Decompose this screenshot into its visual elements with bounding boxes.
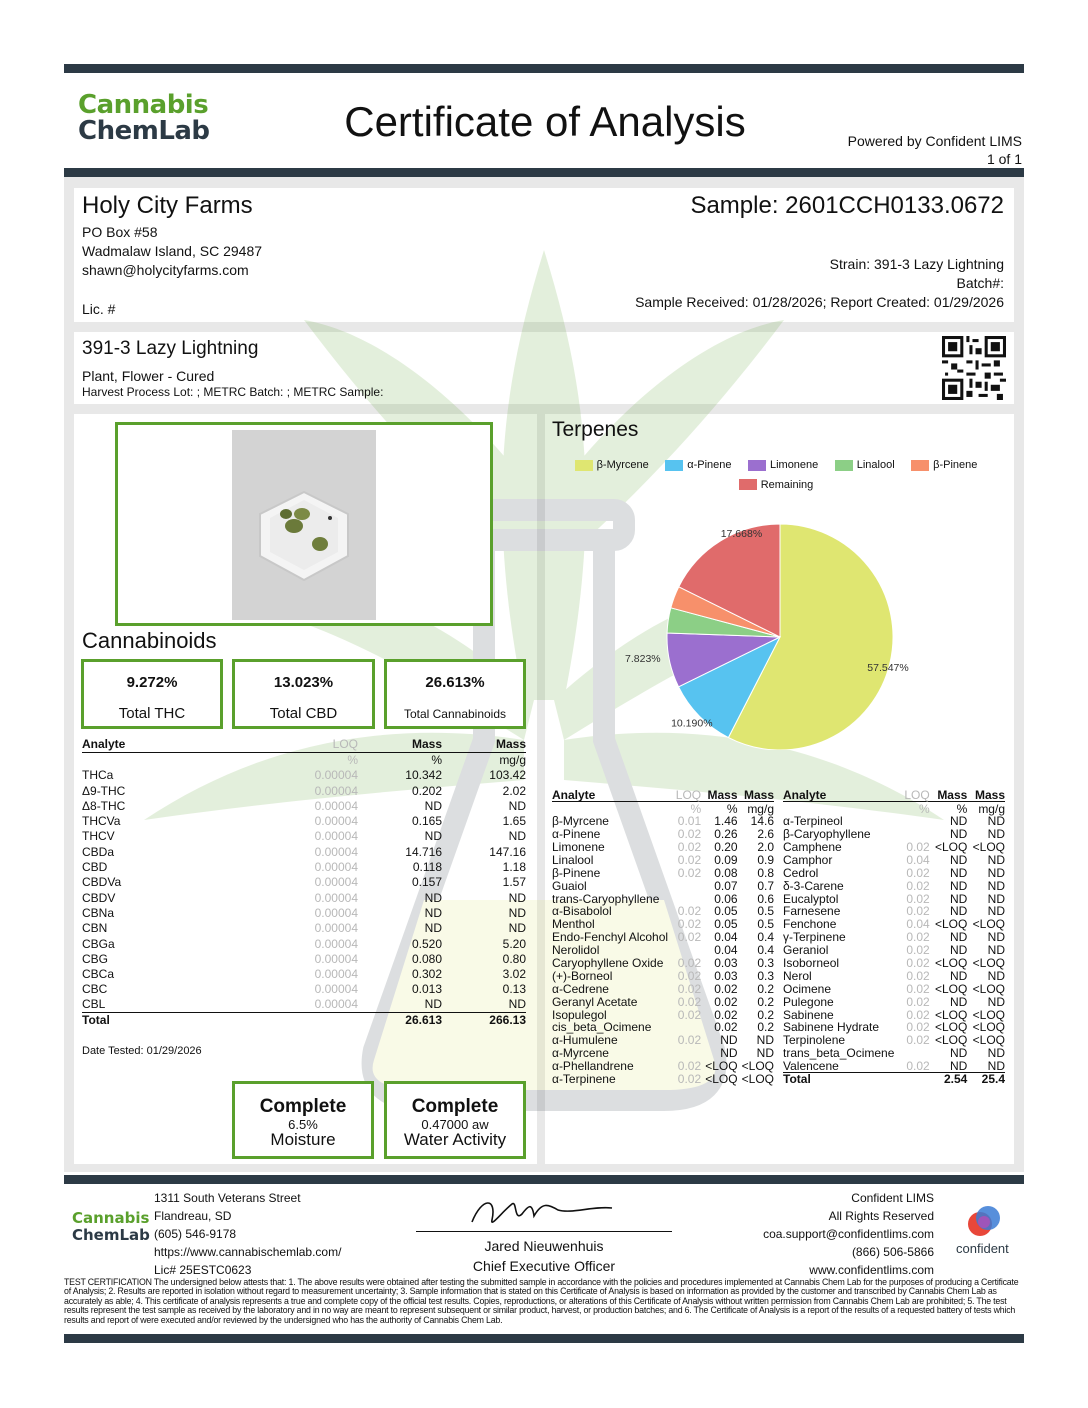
table-row: Camphor 0.04 ND ND bbox=[783, 852, 1005, 867]
product-type: Plant, Flower - Cured bbox=[82, 368, 215, 384]
table-row: CBC 0.00004 0.013 0.13 bbox=[82, 982, 526, 997]
legend-alpha-pinene: α-Pinene bbox=[665, 456, 731, 474]
legend-beta-pinene: β-Pinene bbox=[911, 456, 977, 474]
table-row: Cedrol 0.02 ND ND bbox=[783, 865, 1005, 880]
terpenes-pie-chart bbox=[620, 520, 940, 750]
lims-info: Confident LIMS All Rights Reserved coa.support@confidentlims.com (866) 506-5866 www.confidentlims.com bbox=[763, 1191, 934, 1277]
table-row: Camphene 0.02 <LOQ <LOQ bbox=[783, 840, 1005, 854]
client-email: shawn@holycityfarms.com bbox=[82, 262, 249, 278]
legend-myrcene: β-Myrcene bbox=[575, 456, 649, 474]
lims-website[interactable]: www.confidentlims.com bbox=[809, 1263, 934, 1277]
lab-address: 1311 South Veterans Street Flandreau, SD (605) 546-9178 https://www.cannabischemlab.com/ Lic# 25ESTC0623 bbox=[154, 1191, 342, 1277]
table-row: Sabinene Hydrate 0.02 <LOQ <LOQ bbox=[783, 1020, 1005, 1035]
moisture-card: Complete 6.5% Moisture bbox=[232, 1081, 374, 1159]
table-row: CBDVa 0.00004 0.157 1.57 bbox=[82, 875, 526, 890]
table-row: (+)-Borneol 0.02 0.03 0.3 bbox=[552, 968, 774, 983]
signer-name: Jared Nieuwenhuis bbox=[484, 1238, 604, 1254]
qr-code-icon[interactable] bbox=[942, 336, 1006, 400]
total-cannabinoids-card: 26.613% Total Cannabinoids bbox=[384, 659, 526, 729]
table-row: Farnesene 0.02 ND ND bbox=[783, 904, 1005, 919]
table-row: δ-3-Carene 0.02 ND ND bbox=[783, 878, 1005, 893]
table-row: β-Myrcene 0.01 1.46 14.6 bbox=[552, 814, 774, 829]
footer-logo: Cannabis ChemLab bbox=[72, 1209, 150, 1244]
table-row: β-Caryophyllene ND ND bbox=[783, 827, 1005, 842]
table-row: Eucalyptol 0.02 ND ND bbox=[783, 891, 1005, 906]
terpenes-table-right: Analyte LOQ Mass Mass % % mg/g α-Terpineol ND ND β-Caryophyllene ND ND Camphene 0.02 <LOQ <LOQ Camphor 0.04 ND ND Cedrol 0.02 ND ND δ-3-Carene 0.02 ND ND Eucalyptol 0.02 ND ND Farnesene 0.02 ND ND Fenchone 0.04 <LOQ <LOQ γ-Terpinene 0.02 ND ND Geraniol 0.02 ND ND Isoborneol 0.02 <LOQ <LOQ Nerol 0.02 ND ND Ocimene 0.02 <LOQ <LOQ Pulegone 0.02 ND ND Sabinene 0.02 <LOQ <LOQ Sabinene Hydrate 0.02 <LOQ <LOQ Terpinolene 0.02 <LOQ <LOQ trans_beta_Ocimene ND ND Valencene 0.02 ND ND Total 2.54 25.4 bbox=[783, 788, 1005, 1087]
top-bar bbox=[64, 64, 1024, 73]
table-row: Terpinolene 0.02 <LOQ <LOQ bbox=[783, 1033, 1005, 1048]
cannabinoids-table: Analyte LOQ Mass Mass % % mg/g THCa 0.00004 10.342 103.42 Δ9-THC 0.00004 0.202 2.02 Δ8-THC 0.00004 ND ND THCVa 0.00004 0.165 1.65 THCV 0.00004 ND ND CBDa 0.00004 14.716 147.16 CBD 0.00004 0.118 1.18 CBDVa 0.00004 0.157 1.57 CBDV 0.00004 ND ND CBNa 0.00004 ND ND CBN 0.00004 ND ND CBGa 0.00004 0.520 5.20 CBG 0.00004 0.080 0.80 CBCa 0.00004 0.302 3.02 CBC 0.00004 0.013 0.13 CBL 0.00004 ND ND Total 26.613 266.13 bbox=[82, 737, 526, 1028]
total-cbd-card: 13.023% Total CBD bbox=[232, 659, 375, 729]
signer-block bbox=[416, 1236, 672, 1276]
table-row: Valencene 0.02 ND ND bbox=[783, 1058, 1005, 1073]
table-row: Geraniol 0.02 ND ND bbox=[783, 943, 1005, 958]
table-row: Linalool 0.02 0.09 0.9 bbox=[552, 852, 774, 867]
confident-logo-text: confident bbox=[956, 1241, 1009, 1256]
sample-details bbox=[635, 255, 1004, 312]
total-thc-card: 9.272% Total THC bbox=[81, 659, 223, 729]
table-row: Menthol 0.02 0.05 0.5 bbox=[552, 917, 774, 932]
table-row: CBN 0.00004 ND ND bbox=[82, 921, 526, 936]
signature-line bbox=[416, 1231, 672, 1232]
table-row: trans-Caryophyllene 0.06 0.6 bbox=[552, 891, 774, 906]
table-row: THCVa 0.00004 0.165 1.65 bbox=[82, 814, 526, 829]
table-row: CBL 0.00004 ND ND bbox=[82, 997, 526, 1012]
table-row: trans_beta_Ocimene ND ND bbox=[783, 1046, 1005, 1061]
terpenes-heading: Terpenes bbox=[552, 418, 639, 441]
total-row: Total 2.54 25.4 bbox=[783, 1072, 1005, 1087]
product-name: 391-3 Lazy Lightning bbox=[82, 338, 259, 359]
total-row: Total 26.613 266.13 bbox=[82, 1013, 526, 1028]
table-row: α-Phellandrene 0.02 <LOQ <LOQ bbox=[552, 1059, 774, 1074]
legend-remaining: Remaining bbox=[739, 476, 814, 494]
table-row: α-Cedrene 0.02 0.02 0.2 bbox=[552, 981, 774, 996]
legend-linalool: Linalool bbox=[835, 456, 895, 474]
table-row: Limonene 0.02 0.20 2.0 bbox=[552, 840, 774, 854]
product-photo bbox=[232, 430, 376, 620]
client-address: PO Box #58 Wadmalaw Island, SC 29487 shawn@holycityfarms.com bbox=[82, 224, 263, 278]
legend-limonene: Limonene bbox=[748, 456, 818, 474]
pie-data-label: 7.823% bbox=[625, 653, 661, 666]
table-row: Isoborneol 0.02 <LOQ <LOQ bbox=[783, 956, 1005, 971]
table-row: Endo-Fenchyl Alcohol 0.02 0.04 0.4 bbox=[552, 930, 774, 945]
table-row: Caryophyllene Oxide 0.02 0.03 0.3 bbox=[552, 956, 774, 971]
table-row: cis_beta_Ocimene 0.02 0.2 bbox=[552, 1020, 774, 1035]
table-row: γ-Terpinene 0.02 ND ND bbox=[783, 930, 1005, 945]
strain: Strain: 391-3 Lazy Lightning bbox=[829, 256, 1004, 272]
sample-dates: Sample Received: 01/28/2026; Report Created: 01/29/2026 bbox=[635, 294, 1004, 310]
confident-logo-icon bbox=[964, 1204, 1004, 1238]
lims-email[interactable]: coa.support@confidentlims.com bbox=[763, 1227, 934, 1241]
lab-phone: (605) 546-9178 bbox=[154, 1227, 237, 1241]
harvest-info: Harvest Process Lot: ; METRC Batch: ; METRC Sample: bbox=[82, 385, 384, 399]
footer-bar bbox=[64, 1175, 1024, 1184]
table-row: Geranyl Acetate 0.02 0.02 0.2 bbox=[552, 994, 774, 1009]
table-row: CBGa 0.00004 0.520 5.20 bbox=[82, 936, 526, 951]
table-row: CBNa 0.00004 ND ND bbox=[82, 905, 526, 920]
table-row: Pulegone 0.02 ND ND bbox=[783, 994, 1005, 1009]
table-row: THCV 0.00004 ND ND bbox=[82, 829, 526, 844]
table-row: CBD 0.00004 0.118 1.18 bbox=[82, 860, 526, 875]
table-row: Δ9-THC 0.00004 0.202 2.02 bbox=[82, 783, 526, 798]
chart-legend bbox=[552, 456, 1012, 495]
table-row: α-Pinene 0.02 0.26 2.6 bbox=[552, 827, 774, 842]
cannabinoids-heading: Cannabinoids bbox=[82, 628, 217, 653]
table-row: Guaiol 0.07 0.7 bbox=[552, 878, 774, 893]
signature bbox=[462, 1192, 622, 1232]
table-row: Isopulegol 0.02 0.02 0.2 bbox=[552, 1007, 774, 1022]
table-row: THCa 0.00004 10.342 103.42 bbox=[82, 768, 526, 783]
table-row: CBDV 0.00004 ND ND bbox=[82, 890, 526, 905]
cannabis-chemlab-logo: Cannabis ChemLab bbox=[78, 90, 210, 146]
table-row: CBDa 0.00004 14.716 147.16 bbox=[82, 844, 526, 859]
date-tested: Date Tested: 01/29/2026 bbox=[82, 1045, 202, 1057]
sample-id: Sample: 2601CCH0133.0672 bbox=[690, 192, 1004, 219]
lims-phone: (866) 506-5866 bbox=[851, 1245, 934, 1259]
powered-by: Powered by Confident LIMS 1 of 1 bbox=[847, 133, 1022, 167]
lab-license: Lic# 25ESTC0623 bbox=[154, 1263, 252, 1277]
client-name: Holy City Farms bbox=[82, 192, 253, 219]
table-row: α-Terpineol ND ND bbox=[783, 814, 1005, 829]
batch: Batch#: bbox=[956, 275, 1004, 291]
table-row: Ocimene 0.02 <LOQ <LOQ bbox=[783, 981, 1005, 996]
terpenes-table-left: Analyte LOQ Mass Mass % % mg/g β-Myrcene 0.01 1.46 14.6 α-Pinene 0.02 0.26 2.6 Limonene 0.02 0.20 2.0 Linalool 0.02 0.09 0.9 β-Pinene 0.02 0.08 0.8 Guaiol 0.07 0.7 trans-Caryophyllene 0.06 0.6 α-Bisabolol 0.02 0.05 0.5 Menthol 0.02 0.05 0.5 Endo-Fenchyl Alcohol 0.02 0.04 0.4 Nerolidol 0.04 0.4 Caryophyllene Oxide 0.02 0.03 0.3 (+)-Borneol 0.02 0.03 0.3 α-Cedrene 0.02 0.02 0.2 Geranyl Acetate 0.02 0.02 0.2 Isopulegol 0.02 0.02 0.2 cis_beta_Ocimene 0.02 0.2 α-Humulene 0.02 ND ND α-Myrcene ND ND α-Phellandrene 0.02 <LOQ <LOQ α-Terpinene 0.02 <LOQ <LOQ bbox=[552, 788, 774, 1087]
bottom-bar bbox=[64, 1334, 1024, 1343]
page-number: 1 of 1 bbox=[986, 151, 1022, 167]
header-divider bbox=[64, 168, 1024, 177]
signer-title: Chief Executive Officer bbox=[472, 1258, 616, 1274]
table-row: Nerolidol 0.04 0.4 bbox=[552, 943, 774, 958]
table-row: Sabinene 0.02 <LOQ <LOQ bbox=[783, 1007, 1005, 1022]
table-row: β-Pinene 0.02 0.08 0.8 bbox=[552, 865, 774, 880]
table-row: α-Humulene 0.02 ND ND bbox=[552, 1033, 774, 1048]
test-certification: TEST CERTIFICATION The undersigned below attests that: 1. The above results were obtained after testing the submitted sample in accordance with the policies and procedures implemented at Cannabis Chem Lab for the purposes of producing a Certificate of Analysis; 2. Results are reported in isolation without regard to measurement uncertainty; 3. Sample information that is stated on this Certificate of Analysis is based on information as provided by the customer and transcribed by Cannabis Chem Lab as accurately as able; 4. This certificate of analysis represents a true and complete copy of the official test results. Copies, reproductions, or alterations of this Certificate of Analysis without written permission from Cannabis Chem Lab are prohibited; 5. The test results represent the test sample as received by the laboratory and in no way are meant to represent subsequent or similar product, harvest, or production batches; and 6. The Certificate of Analysis is a report of the results of a requested battery of tests which results and report of were executed and/or reviewed by the undersigned who has the authority of Cannabis Chem Lab. bbox=[64, 1277, 1019, 1325]
table-row: CBCa 0.00004 0.302 3.02 bbox=[82, 967, 526, 982]
table-row: Δ8-THC 0.00004 ND ND bbox=[82, 798, 526, 813]
table-row: Nerol 0.02 ND ND bbox=[783, 968, 1005, 983]
table-row: α-Myrcene ND ND bbox=[552, 1046, 774, 1061]
page-title: Certificate of Analysis bbox=[344, 98, 746, 145]
client-license: Lic. # bbox=[82, 301, 116, 317]
water-activity-card: Complete 0.47000 aw Water Activity bbox=[384, 1081, 526, 1159]
pie-data-label: 10.190% bbox=[671, 717, 713, 730]
table-row: CBG 0.00004 0.080 0.80 bbox=[82, 951, 526, 966]
table-row: α-Bisabolol 0.02 0.05 0.5 bbox=[552, 904, 774, 919]
pie-data-label: 17.668% bbox=[720, 528, 763, 540]
table-row: Fenchone 0.04 <LOQ <LOQ bbox=[783, 917, 1005, 932]
lab-website[interactable]: https://www.cannabischemlab.com/ bbox=[154, 1245, 342, 1259]
table-row: α-Terpinene 0.02 <LOQ <LOQ bbox=[552, 1072, 774, 1087]
pie-data-label: 57.547% bbox=[867, 662, 909, 674]
